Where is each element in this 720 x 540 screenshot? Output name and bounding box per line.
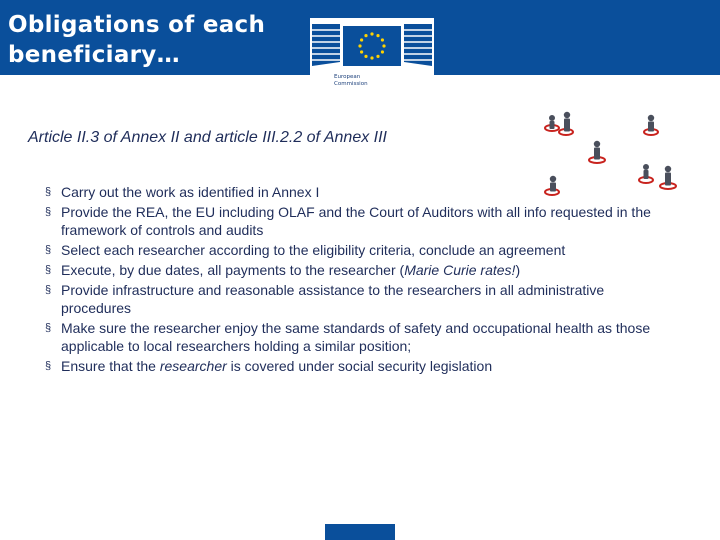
list-item: § Provide the REA, the EU including OLAF and the Court of Auditors with all info requested in the framework of controls and audits	[45, 204, 651, 238]
list-item: § Make sure the researcher enjoy the same standards of safety and occupational health as those applicable to local researchers holding a similar position;	[45, 320, 651, 354]
title-line-2: beneficiary…	[8, 42, 180, 68]
bullet-text-post: is covered under social security legislation	[226, 358, 493, 374]
title-line-1: Obligations of each	[8, 12, 266, 38]
european-commission-logo	[310, 18, 434, 98]
footer-accent-bar	[325, 524, 395, 540]
article-reference: Article II.3 of Annex II and article III.2.2 of Annex III	[28, 129, 387, 146]
bullet-text: Make sure the researcher enjoy the same standards of safety and occupational health as those applicable to local researchers holding a similar position;	[61, 320, 651, 354]
bullet-text: Carry out the work as identified in Annex I	[61, 184, 320, 200]
bullet-text: Provide the REA, the EU including OLAF and the Court of Auditors with all info requested in the framework of controls and audits	[61, 204, 651, 238]
obligations-list	[45, 183, 655, 377]
bullet-text: Provide infrastructure and reasonable assistance to the researchers in all administrative procedures	[61, 282, 605, 316]
logo-line-1: European	[334, 74, 361, 80]
bullet-text-emphasis: researcher	[159, 358, 227, 374]
bullet-text-pre: Ensure that the	[61, 358, 160, 374]
commission-building-icon	[310, 18, 434, 98]
bullet-text: Select each researcher according to the eligibility criteria, conclude an agreement	[61, 242, 566, 258]
list-item: § Provide infrastructure and reasonable assistance to the researchers in all administrative procedures	[45, 282, 605, 316]
list-item: § Select each researcher according to the eligibility criteria, conclude an agreement	[45, 242, 566, 258]
logo-caption	[334, 74, 368, 88]
list-item: § Execute, by due dates, all payments to the researcher (Marie Curie rates!)	[45, 262, 521, 278]
list-item: § Carry out the work as identified in Annex I	[45, 184, 320, 200]
bullet-text-emphasis: Marie Curie rates!	[404, 262, 516, 278]
page-title	[8, 10, 265, 70]
list-item: § Ensure that the researcher is covered under social security legislation	[45, 358, 493, 374]
logo-line-2: Commission	[334, 81, 368, 87]
bullet-text-post: )	[515, 262, 521, 278]
bullet-text-pre: Execute, by due dates, all payments to the researcher (	[61, 262, 405, 278]
